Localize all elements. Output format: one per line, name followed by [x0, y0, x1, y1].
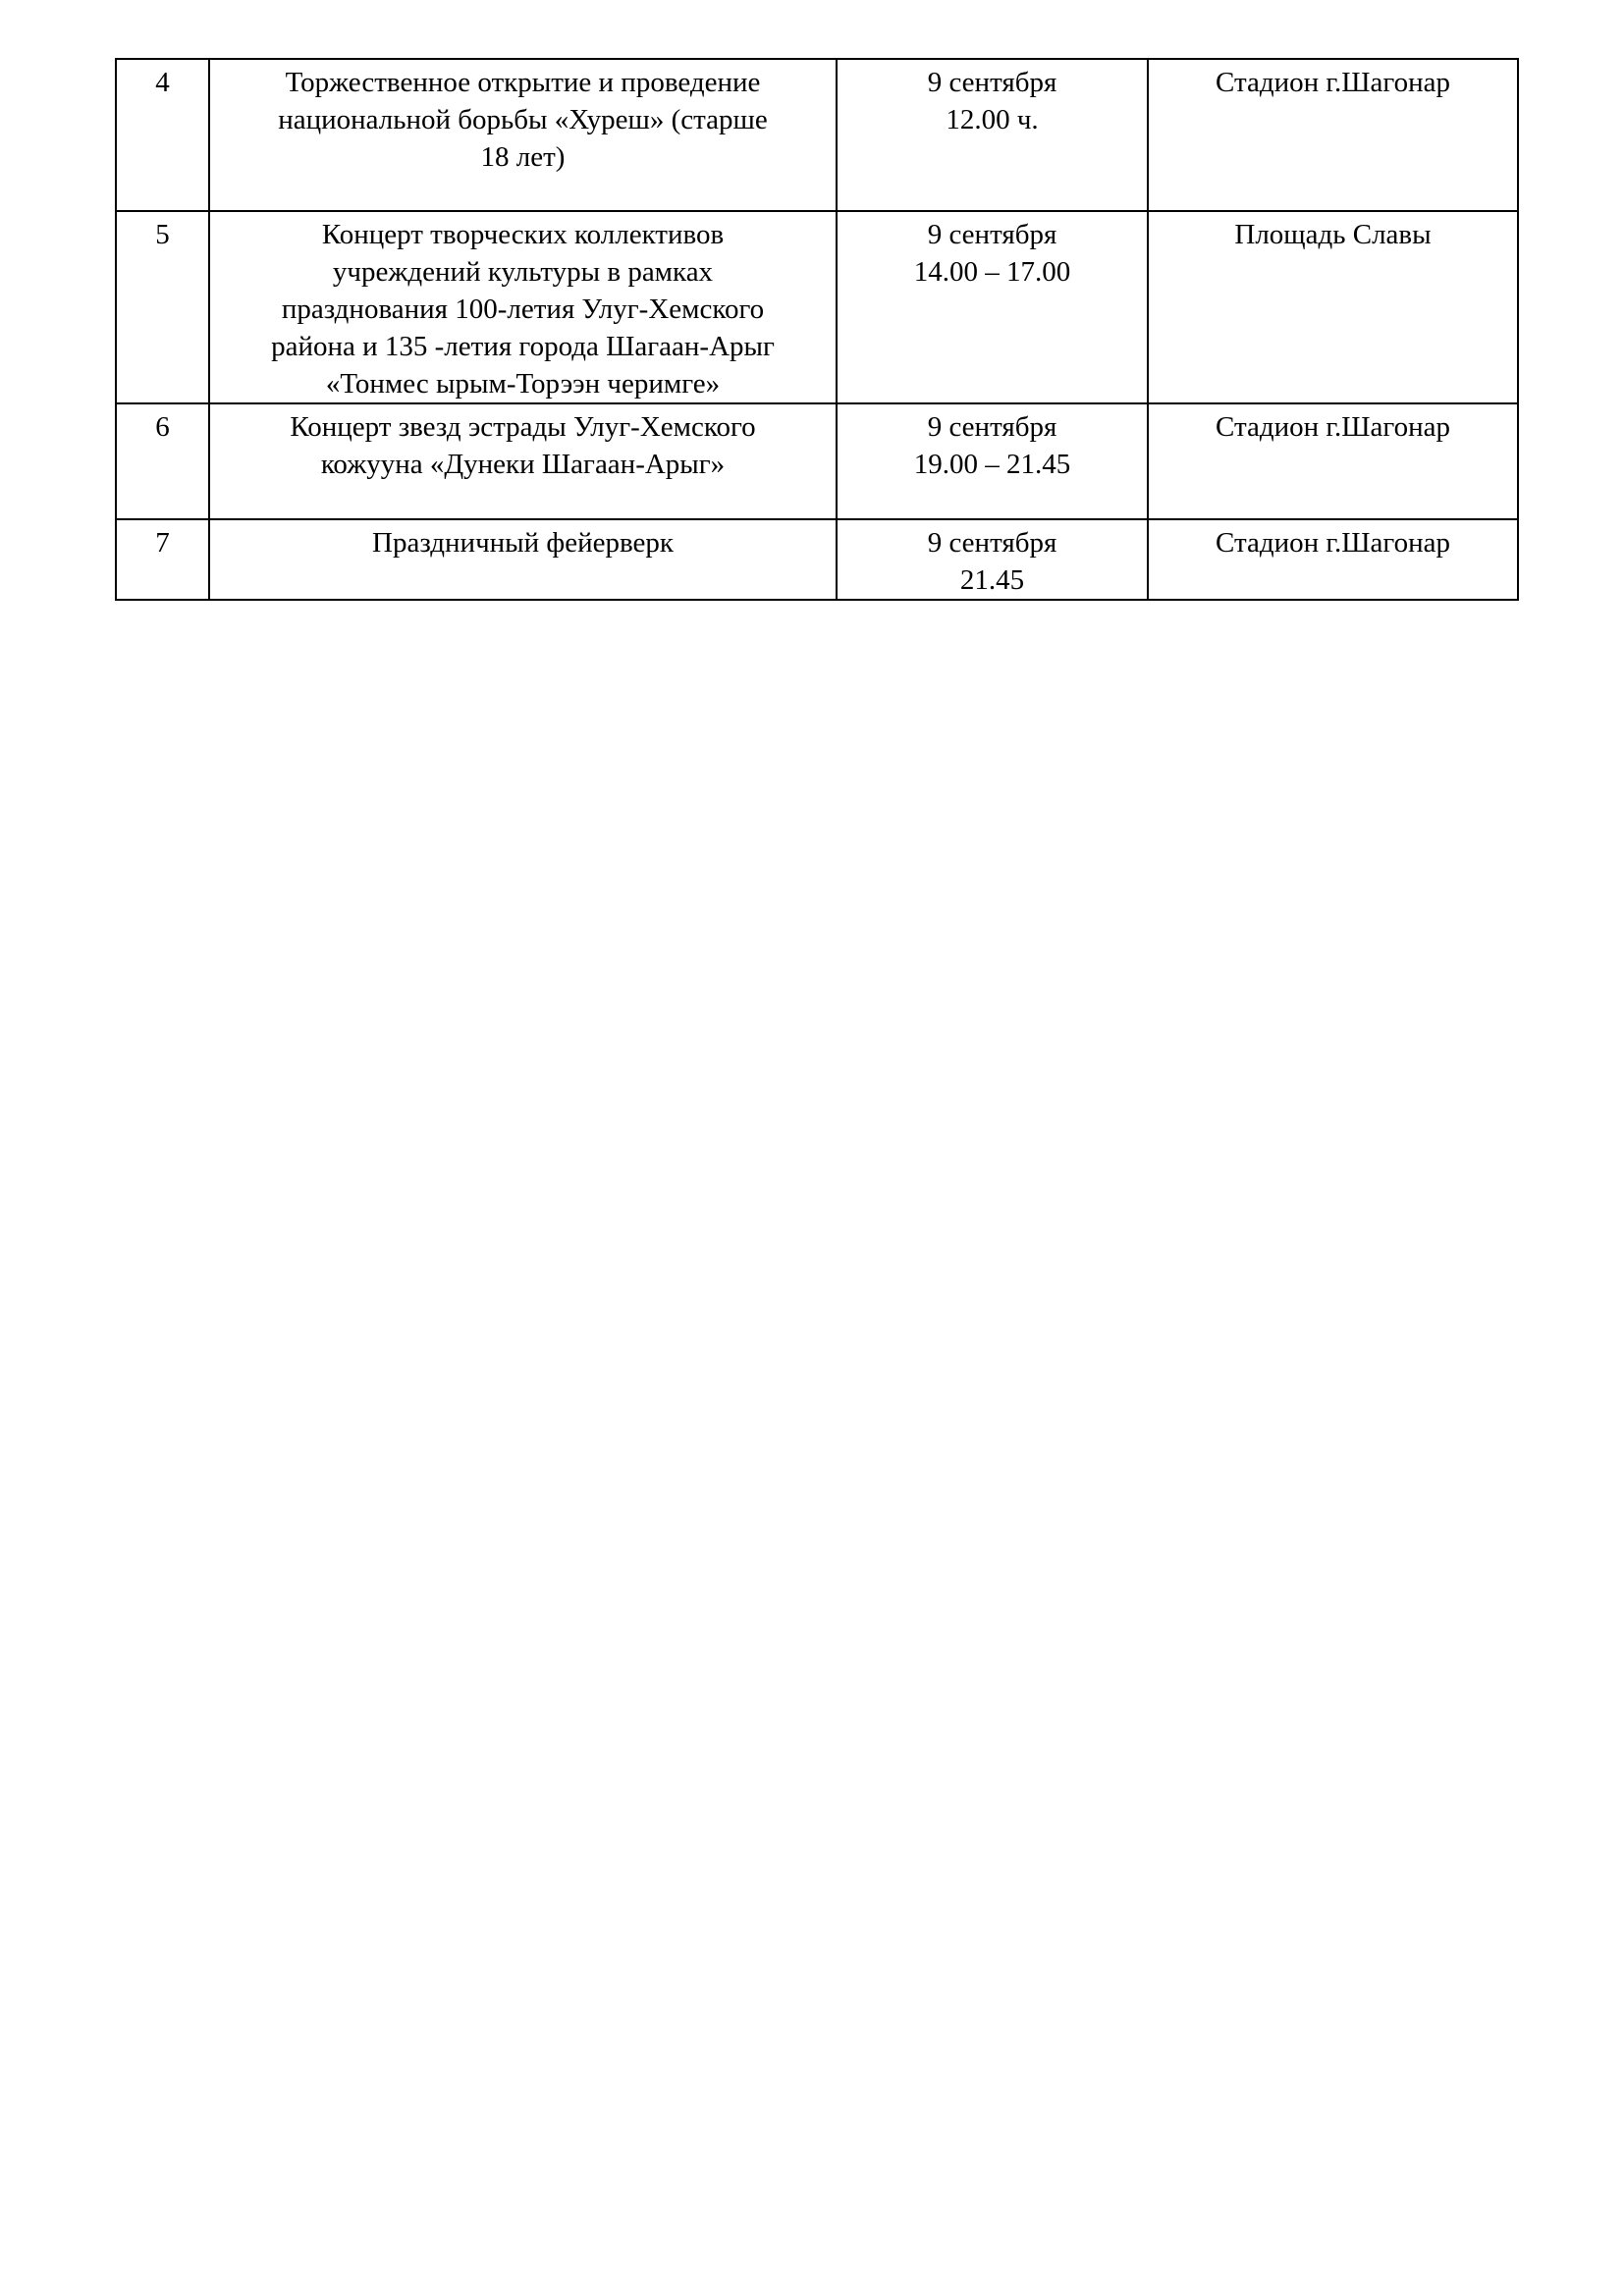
place-cell: [1148, 59, 1518, 211]
event-text-line: 18 лет): [480, 141, 566, 173]
event-text-line: кожууна «Дунеки Шагаан-Арыг»: [320, 449, 726, 480]
date-text-line: 9 сентября: [927, 67, 1057, 98]
place-text-line: Стадион г.Шагонар: [1216, 527, 1450, 559]
place-text-line: Площадь Славы: [1234, 219, 1432, 250]
date-text-line: 9 сентября: [927, 411, 1057, 443]
place-cell: [1148, 519, 1518, 600]
event-text-line: Праздничный фейерверк: [372, 527, 674, 559]
date-cell: [837, 211, 1148, 403]
row-number: 6: [155, 411, 170, 443]
time-text-line: 14.00 – 17.00: [913, 256, 1071, 288]
date-cell: [837, 403, 1148, 519]
date-text-line: 9 сентября: [927, 219, 1057, 250]
event-cell: [209, 403, 837, 519]
table-row: [116, 211, 1518, 403]
event-text-line: Концерт творческих коллективов: [321, 219, 725, 250]
place-cell: [1148, 403, 1518, 519]
event-schedule-table: [115, 58, 1519, 601]
row-number-cell: [116, 403, 209, 519]
event-cell: [209, 59, 837, 211]
time-text-line: 19.00 – 21.45: [913, 449, 1071, 480]
event-text-line: района и 135 -летия города Шагаан-Арыг: [271, 331, 775, 362]
row-number-cell: [116, 519, 209, 600]
table-row: [116, 59, 1518, 211]
event-text-line: «Тонмес ырым-Торээн черимге»: [325, 368, 721, 400]
date-cell: [837, 519, 1148, 600]
event-text-line: празднования 100-летия Улуг-Хемского: [281, 294, 765, 325]
event-cell: [209, 519, 837, 600]
row-number-cell: [116, 211, 209, 403]
event-text-line: Торжественное открытие и проведение: [285, 67, 761, 98]
time-text-line: 12.00 ч.: [946, 104, 1039, 135]
place-text-line: Стадион г.Шагонар: [1216, 411, 1450, 443]
date-text-line: 9 сентября: [927, 527, 1057, 559]
table-row: [116, 403, 1518, 519]
date-cell: [837, 59, 1148, 211]
row-number: 7: [155, 527, 170, 559]
place-text-line: Стадион г.Шагонар: [1216, 67, 1450, 98]
event-text-line: национальной борьбы «Хуреш» (старше: [278, 104, 768, 135]
table-row: [116, 519, 1518, 600]
event-cell: [209, 211, 837, 403]
time-text-line: 21.45: [959, 564, 1025, 596]
row-number: 5: [155, 219, 170, 250]
row-number-cell: [116, 59, 209, 211]
place-cell: [1148, 211, 1518, 403]
event-text-line: учреждений культуры в рамках: [332, 256, 714, 288]
row-number: 4: [155, 67, 170, 98]
event-text-line: Концерт звезд эстрады Улуг-Хемского: [290, 411, 756, 443]
